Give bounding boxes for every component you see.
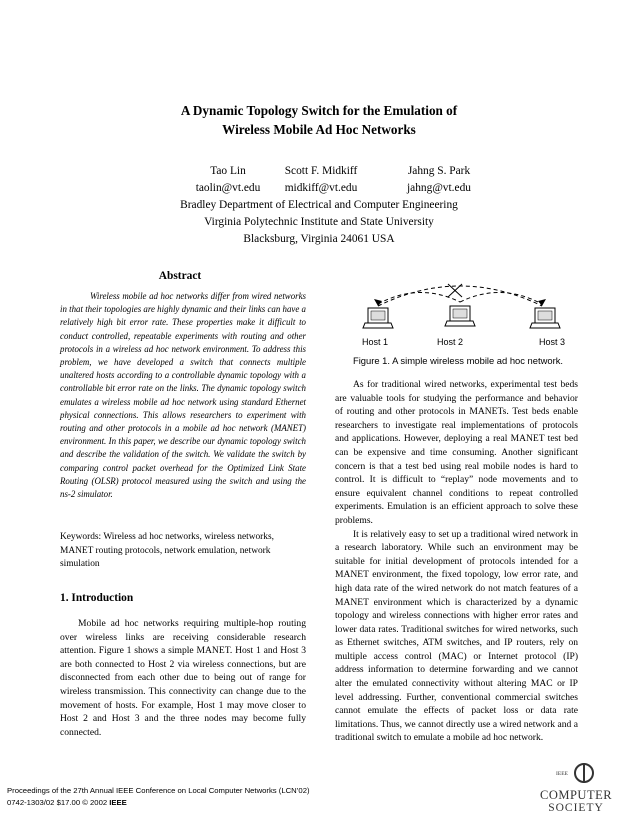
title-line-2: Wireless Mobile Ad Hoc Networks — [222, 122, 416, 137]
footer-copyright — [7, 797, 310, 809]
keywords: Keywords: Wireless ad hoc networks, wireless networks, MANET routing protocols, network emulation, network simulation — [60, 532, 274, 570]
logo-line-1: COMPUTER — [540, 788, 613, 802]
section-heading-introduction: 1. Introduction — [60, 592, 134, 604]
logo-org: IEEE — [556, 771, 568, 777]
laptop-icon — [363, 308, 393, 328]
host-1-label: Host 1 — [361, 337, 389, 347]
abstract-heading: Abstract — [158, 270, 202, 282]
paragraph: It is relatively easy to set up a traditional wired network in a research laboratory. While such an environment may be suitable for initial development of protocols intended for a MANET environment, the fixed topology, low error rate, and high data rate of the wired network do not match features of a MANET environment which is characterized by a dynamic topology and wireless connections with higher error rates and lower data rates. Traditional switches for wired networks, such as Ethernet switches, ATM switches, and IP routers, rely on multiple access control (MAC) or Internet protocol (IP) address information to determine forwarding and we cannot alter the emulated connectivity without altering MAC or IP level addressing. Further, conventional commercial switches cannot emulate the effects of packet loss or data rate limitations. Thus, we cannot directly use a wired network and a traditional switch to emulate a mobile ad hoc network. — [335, 528, 578, 744]
copyright-text: 0742-1303/02 $17.00 © 2002 — [7, 798, 110, 807]
logo-line-2: SOCIETY — [548, 802, 604, 814]
author-name: Tao Lin — [210, 165, 246, 177]
affiliation — [0, 197, 638, 248]
abstract-text: Wireless mobile ad hoc networks differ from wired networks in that their topologies are highly dynamic and their links can have a relatively high bit error rate. These properties make it difficult to conduct controlled, repeatable experiments with routing and other protocols in a wireless ad hoc network environment. To address this problem, we have developed a switch that connects multiple unaltered hosts according to a controllable dynamic topology with a controllable bit error rate on the links. The dynamic topology switch emulates a wireless mobile ad hoc network using standard Ethernet physical connections. This allows researchers to experiment with routing and other protocols in a mobile ad hoc network (MANET) environment. In this paper, we describe our dynamic topology switch and describe the validation of the switch. We validate the switch by comparing control packet overhead for the Optimized Link State Routing (OLSR) protocol measured using the switch and using the ns-2 simulator. — [60, 291, 306, 500]
footer-proceedings: Proceedings of the 27th Annual IEEE Conference on Local Computer Networks (LCN’02) — [7, 786, 310, 795]
computer-society-emblem-icon — [540, 762, 612, 784]
author-email: jahng@vt.edu — [407, 182, 471, 194]
figure-1-caption: Figure 1. A simple wireless mobile ad hoc network. — [353, 355, 563, 366]
affiliation-line-1: Bradley Department of Electrical and Computer Engineering — [180, 199, 458, 211]
wireless-link-2-3 — [460, 292, 542, 304]
wireless-link-1-2 — [378, 292, 460, 304]
introduction-text: Mobile ad hoc networks requiring multiple-hop routing over wireless links are receiving considerable research attention. Figure 1 shows a simple MANET. Host 1 and Host 3 are both connected to Host 2 via wireless connections, but are disconnected from each other due to being out of range for wireless transmission. This connectivity can change due to the movement of hosts. For example, Host 1 may move closer to Host 2 and Host 3 and the three nodes may become fully connected. — [60, 618, 306, 738]
host-2-label: Host 2 — [436, 337, 464, 347]
author-email: midkiff@vt.edu — [284, 182, 358, 194]
paragraph: As for traditional wired networks, experimental test beds are valuable tools for studying the performance and behavior of routing and other protocols in MANETs. Test beds enable researchers to investigate real implementations of protocols and applications. However, deploying a real MANET test bed can be expensive and time consuming. Another significant concern is that a test bed using real mobile nodes is hard to control. It is difficult to “replay” node movements and to ensure equivalent channel conditions to repeat controlled experiments. Emulation is an efficient approach to solve these problems. — [335, 379, 578, 526]
author-name: Jahng S. Park — [407, 165, 471, 177]
arrowhead-icon — [538, 299, 546, 306]
laptop-icon — [530, 308, 560, 328]
author-name: Scott F. Midkiff — [284, 165, 358, 177]
footer — [7, 785, 310, 809]
computer-society-logo — [540, 762, 612, 814]
author-email: taolin@vt.edu — [195, 182, 261, 194]
paper-title — [0, 101, 638, 139]
title-line-1: A Dynamic Topology Switch for the Emulation of — [180, 103, 458, 118]
right-column — [335, 378, 578, 745]
broken-link-1-3 — [378, 286, 542, 306]
laptop-icon — [445, 306, 475, 326]
author-3 — [369, 163, 509, 197]
affiliation-line-3: Blacksburg, Virginia 24061 USA — [243, 233, 395, 245]
ieee-mark: IEEE — [109, 798, 127, 807]
figure-1-diagram — [330, 280, 592, 350]
affiliation-line-2: Virginia Polytechnic Institute and State University — [204, 216, 434, 228]
host-3-label: Host 3 — [538, 337, 566, 347]
